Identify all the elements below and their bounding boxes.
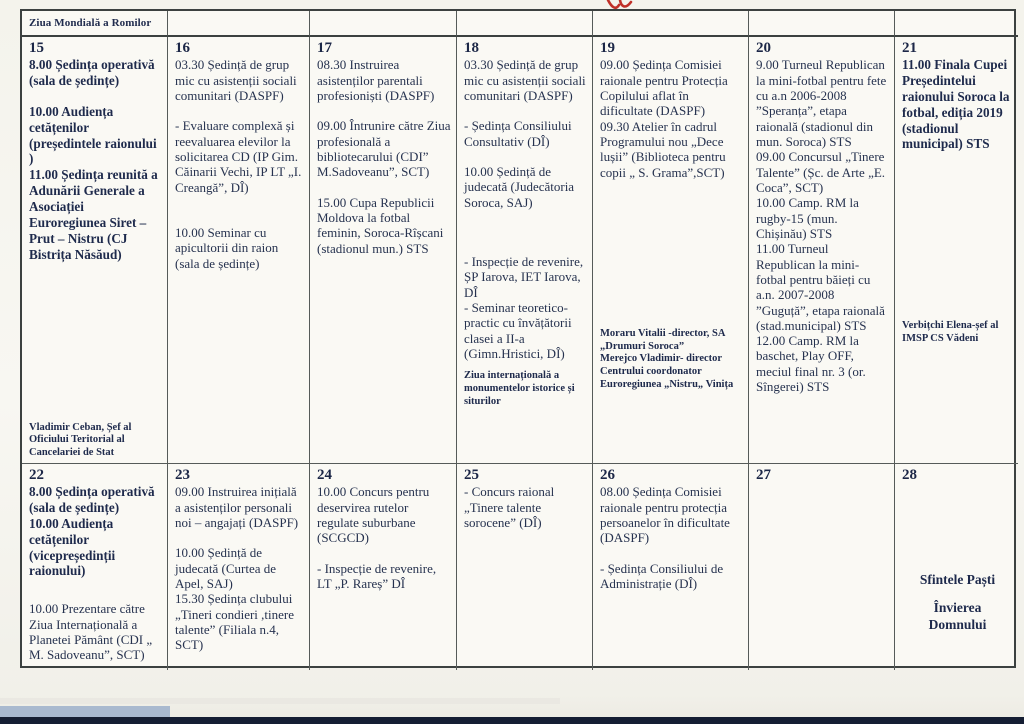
event: 09.00 Întrunire către Ziua profesională a bibliotecarului (CDI” M.Sadoveanu”, SCT) xyxy=(317,118,451,180)
calendar-cell-23 xyxy=(168,464,310,670)
strip-cell-7 xyxy=(895,11,1018,37)
holiday-label-romi-day: Ziua Mondială a Romilor xyxy=(29,17,152,29)
calendar-cell-19 xyxy=(593,37,749,464)
calendar-cell-18 xyxy=(457,37,593,464)
event: 11.00 Finala Cupei Președintelui raionului Soroca la fotbal, ediția 2019 (stadionul municipal) STS xyxy=(902,57,1010,152)
easter-holiday-block xyxy=(902,572,1013,634)
event: 10.00 Seminar cu apicultorii din raion (sala de ședințe) xyxy=(175,224,279,271)
event: - Seminar teoretico-practic cu învățătorii clasei a II-a (Gimn.Hristici, DÎ) xyxy=(464,299,572,361)
day-number: 23 xyxy=(175,467,190,483)
calendar-cell-26 xyxy=(593,464,749,670)
calendar-cell-24 xyxy=(310,464,457,670)
scan-edge-dark-band xyxy=(0,717,1024,724)
event: 15.30 Ședința clubului „Tineri condieri ,tinere talente” (Filiala n.4, SCT) xyxy=(175,591,295,653)
day-number: 16 xyxy=(175,40,190,56)
strip-cell-4 xyxy=(457,11,593,37)
event: 10.00 Camp. RM la rugby-15 (mun. Chișinău) STS xyxy=(756,195,859,241)
event: 8.00 Ședința operativă (sala de ședințe) xyxy=(29,57,155,89)
day-number: 22 xyxy=(29,467,44,483)
event: 09.00 Concursul „Tinere Talente” (Șc. de Arte „E. Coca”, SCT) xyxy=(756,149,886,195)
calendar-cell-25 xyxy=(457,464,593,670)
calendar-cell-27 xyxy=(749,464,895,670)
event: 12.00 Camp. RM la baschet, Play OFF, meciul final nr. 3 (or. Sîngerei) STS xyxy=(756,333,866,395)
event: 11.00 Ședința reunită a Adunării Generale a Asociației Euroregiunea Siret –Prut – Nistru (CJ Bistrița Năsăud) xyxy=(29,167,158,262)
event: 15.00 Cupa Republicii Moldova la fotbal feminin, Soroca-Rîșcani (stadionul mun.) STS xyxy=(317,194,444,256)
event: 09.30 Atelier în cadrul Programului nou „Dece lușii” (Biblioteca pentru copii „ S. Grama”,SCT) xyxy=(600,118,726,180)
event: - Inspecție de revenire, ȘP Iarova, IET Iarova, DÎ xyxy=(464,253,584,300)
official-note: Vladimir Ceban, Șef al Oficiului Teritorial al Cancelariei de Stat xyxy=(29,421,132,459)
event: 10.00 Audiența cetățenilor (președintele raionului ) xyxy=(29,103,157,167)
strip-cell-3 xyxy=(310,11,457,37)
day-number: 25 xyxy=(464,467,479,483)
day-number: 18 xyxy=(464,40,479,56)
day-number: 28 xyxy=(902,467,917,483)
scan-edge-blue-strip xyxy=(0,706,170,717)
event: 10.00 Prezentare către Ziua Internațională a Planetei Pământ (CDI „ M. Sadoveanu”, SCT) xyxy=(29,601,153,663)
event: 10.00 Concurs pentru deservirea rutelor regulate suburbane (SCGCD) xyxy=(317,484,430,546)
day-number: 26 xyxy=(600,467,615,483)
holiday-label-easter: Sfintele Paști xyxy=(919,572,996,588)
day-number: 19 xyxy=(600,40,615,56)
strip-cell-2 xyxy=(168,11,310,37)
strip-cell-5 xyxy=(593,11,749,37)
day-number: 24 xyxy=(317,467,332,483)
day-number: 27 xyxy=(756,467,771,483)
day-number: 15 xyxy=(29,40,44,56)
event: 8.00 Ședința operativă (sala de ședințe) xyxy=(29,484,155,516)
official-note: Verbițchi Elena-șef al IMSP CS Vădeni xyxy=(902,320,999,345)
calendar-cell-20 xyxy=(749,37,895,464)
event: 03.30 Ședință de grup mic cu asistenții sociali comunitari (DASPF) xyxy=(464,57,586,103)
event: 10.00 Ședință de judecată (Judecătoria Soroca, SAJ) xyxy=(464,163,575,210)
agenda-calendar-table xyxy=(20,9,1016,668)
event: - Concurs raional „Tinere talente sorocene” (DÎ) xyxy=(464,484,555,530)
calendar-cell-17 xyxy=(310,37,457,464)
event: - Inspecție de revenire, LT „P. Rareș” DÎ xyxy=(317,560,437,591)
official-note: Moraru Vitalii -director, SA „Drumuri Soroca” xyxy=(600,327,725,352)
strip-cell-1 xyxy=(22,11,168,37)
holiday-label-resurrection: Învierea Domnului xyxy=(928,600,987,633)
strip-cell-6 xyxy=(749,11,895,37)
event: 10.00 Audiența cetățenilor (vicepreședinții raionului) xyxy=(29,515,116,579)
event: - Ședința Consiliului de Administrație (DÎ) xyxy=(600,560,724,591)
calendar-cell-28 xyxy=(895,464,1018,670)
day-number: 21 xyxy=(902,40,917,56)
calendar-cell-16 xyxy=(168,37,310,464)
event: 08.30 Instruirea asistenților parentali profesioniști (DASPF) xyxy=(317,57,435,103)
event: 11.00 Turneul Republican la mini-fotbal pentru băieți cu a.n. 2007-2008 ”Guguță”, etapa raională (stad.municipal) STS xyxy=(756,241,885,333)
event: 03.30 Ședință de grup mic cu asistenții sociali comunitari (DASPF) xyxy=(175,57,297,103)
event: - Evaluare complexă și reevaluarea elevilor la solicitarea CD (IP Gim. Căinarii Vechi, IP LT „I. Creangă”, DÎ) xyxy=(175,118,302,195)
holiday-note-monuments-day: Ziua internațională a monumentelor istorice și siturilor xyxy=(464,370,575,407)
calendar-cell-22 xyxy=(22,464,168,670)
event: 08.00 Ședința Comisiei raionale pentru protecția persoanelor în dificultate (DASPF) xyxy=(600,484,730,546)
official-note: Merejco Vladimir- director Centrului coordonator Euroregiunea „Nistru„ Vinița xyxy=(600,353,734,391)
day-number: 20 xyxy=(756,40,771,56)
event: 09.00 Ședința Comisiei raionale pentru Protecția Copilului aflat în dificultate (DASPF) xyxy=(600,57,728,119)
calendar-cell-15 xyxy=(22,37,168,464)
event: 09.00 Instruirea inițială a asistenților personali noi – angajați (DASPF) xyxy=(175,484,299,530)
event: 10.00 Ședință de judecată (Curtea de Apel, SAJ) xyxy=(175,545,277,591)
event: 9.00 Turneul Republican la mini-fotbal pentru fete cu a.n 2006-2008 ”Speranța”, etapa raională (stadionul din mun. Soroca) STS xyxy=(756,57,887,149)
event: - Ședința Consiliului Consultativ (DÎ) xyxy=(464,118,572,149)
scan-smudge xyxy=(0,698,560,704)
calendar-cell-21 xyxy=(895,37,1018,464)
day-number: 17 xyxy=(317,40,332,56)
